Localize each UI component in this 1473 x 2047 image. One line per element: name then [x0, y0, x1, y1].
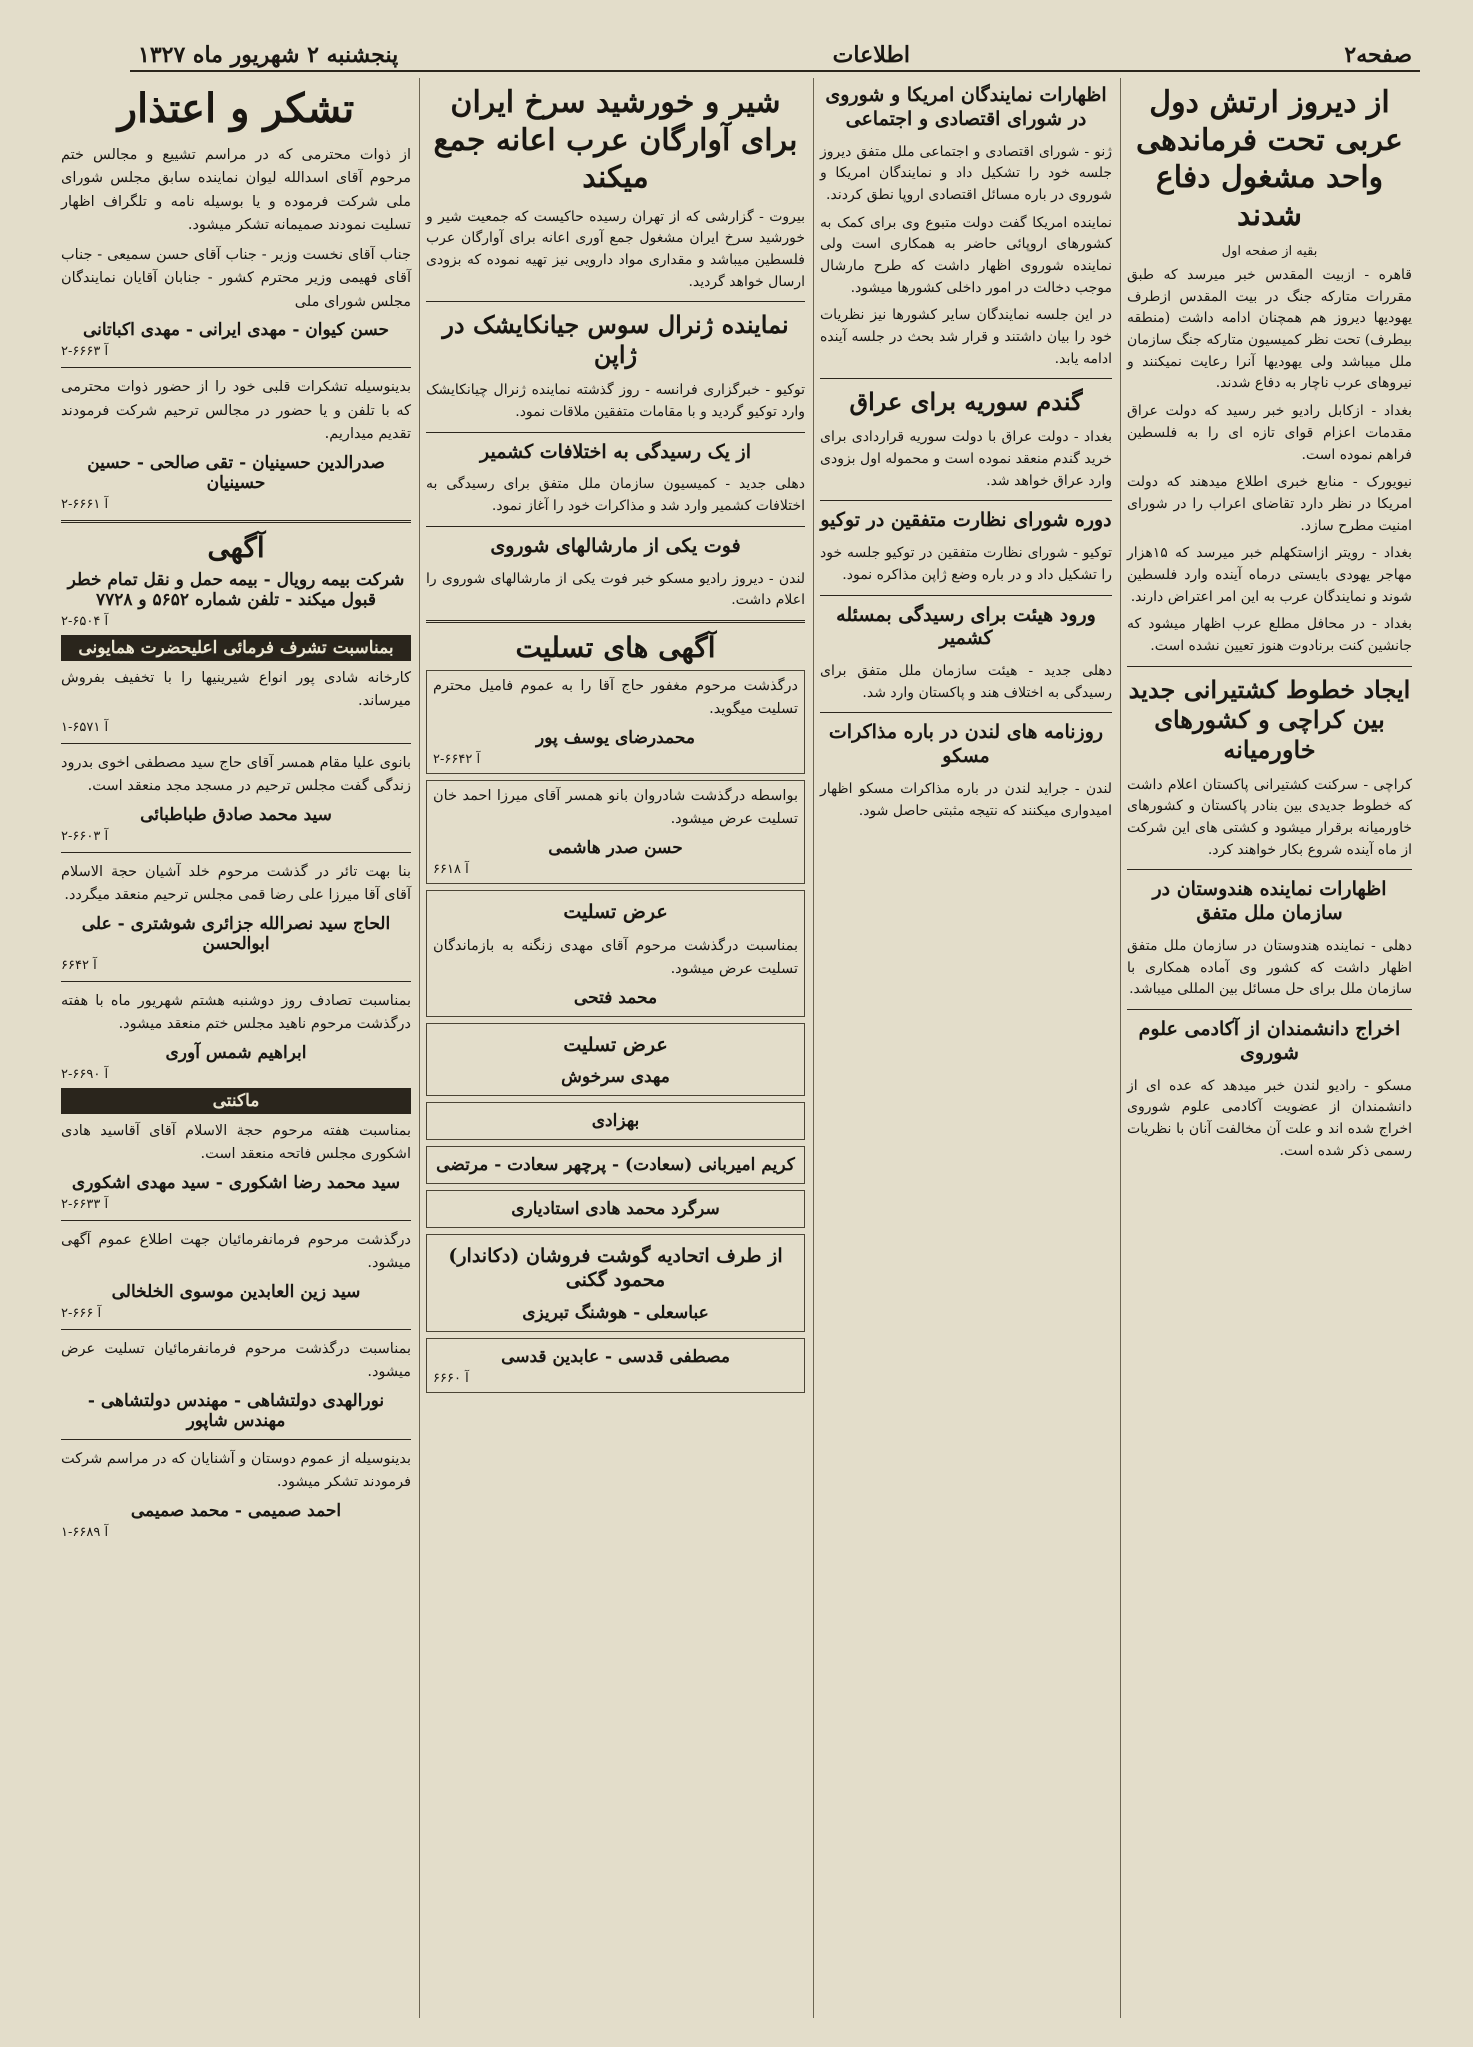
ad-text: درگذشت مرحوم فرمانفرمائیان جهت اطلاع عموم آگهی میشود. [61, 1231, 411, 1272]
ad-signature: سرگرد محمد هادی استادیاری [511, 1199, 720, 1220]
ad-code: ۲-۶۶۶۱ آ [61, 496, 109, 512]
headline-thanks: تشکر و اعتذار [117, 85, 355, 132]
ad-code: ۲-۶۶۶۳ آ [61, 344, 109, 360]
article-text: دهلی - نماینده هندوستان در سازمان ملل متفق اظهار داشت که کشور وی آماده همکاری با سازمان ملل برای حل مسائل بین المللی میباشد. [1127, 937, 1412, 998]
headline-red-lion: شیر و خورشید سرخ ایران برای آوارگان عرب اعانه جمع میکند [433, 85, 798, 195]
headline-kashmir-mission: ورود هیئت برای رسیدگی بمسئله کشمیر [836, 603, 1096, 650]
headline-tokyo: دوره شورای نظارت متفقین در توکیو [820, 509, 1112, 532]
ad-signature: نورالهدی دولتشاهی - مهندس دولتشاهی - مهندس شاپور [87, 1390, 385, 1431]
condolence-ad [426, 670, 805, 774]
ad-code: ۲-۶۶۶ آ [61, 1305, 102, 1321]
ad-code: ۱-۶۶۸۹ آ [61, 1524, 109, 1540]
divider [61, 852, 411, 853]
ad-text: بمناسبت هفته مرحوم حجة الاسلام آقای آقاسید هادی اشکوری مجلس فاتحه منعقد است. [61, 1122, 411, 1163]
banner-heading: بمناسبت تشرف فرمائی اعلیحضرت همایونی [61, 635, 411, 661]
ad-signature: مصطفی قدسی - عابدین قدسی [501, 1346, 730, 1367]
article-text: نیویورک - منابع خبری اطلاع میدهند که دولت امریکا در نظر دارد تقاضای اعراب را در شورای امنیت مطرح سازد. [1127, 474, 1412, 534]
divider [61, 367, 411, 368]
divider [426, 526, 805, 527]
headline-chiang-envoy: نماینده ژنرال سوس جیانکایشک در ژاپن [442, 310, 789, 370]
divider [426, 432, 805, 433]
column-left [55, 78, 417, 2018]
ad-signature: الحاج سید نصرالله جزائری شوشتری - علی ابوالحسن [81, 913, 391, 954]
ad-code: ۶۶۶۰ آ [433, 1370, 469, 1386]
headline-academy: اخراج دانشمندان از آکادمی علوم شوروی [1138, 1018, 1401, 1064]
divider [61, 981, 411, 982]
ad-title: از طرف اتحادیه گوشت فروشان (دکاندار) محمود گکنی [448, 1245, 783, 1292]
ad-signature: سید محمد رضا اشکوری - سید مهدی اشکوری [71, 1172, 401, 1193]
condolence-ads-title: آگهی های تسلیت [515, 630, 716, 664]
article-text: مسکو - رادیو لندن خبر میدهد که عده ای از دانشمندان از عضویت آکادمی علوم شوروی اخراج شده اند و علت آن مخالفت آنان با نظریات رسمی ذکر شده است. [1127, 1077, 1412, 1159]
article-text: بغداد - در محافل مطلع عرب اظهار میشود که جانشین کنت برنادوت هنوز تعیین نشده است. [1127, 616, 1412, 654]
continuation-note: بقیه از صفحه اول [1221, 244, 1318, 259]
divider [820, 500, 1112, 501]
ad-text: بمناسبت تصادف روز دوشنبه هشتم شهریور ماه با هفته درگذشت مرحوم ناهید مجلس ختم منعقد میشود. [61, 992, 411, 1033]
divider [426, 620, 805, 623]
article-text: لندن - دیروز رادیو مسکو خبر فوت یکی از مارشالهای شوروی را اعلام داشت. [426, 570, 805, 609]
banner-heading: ماکنتی [61, 1088, 411, 1114]
ad-signature: سید زین العابدین موسوی الخلخالی [111, 1281, 361, 1302]
ad-signature: صدرالدین حسینیان - تقی صالحی - حسین حسینیان [87, 452, 385, 493]
divider [1127, 666, 1412, 667]
ad-text: بمناسبت درگذشت مرحوم آقای مهدی زنگنه به بازماندگان تسلیت عرض میشود. [433, 937, 798, 978]
ad-text: بانوی علیا مقام همسر آقای حاج سید مصطفی اخوی بدرود زندگی گفت مجلس ترحیم در مسجد مجد منعقد است. [61, 754, 411, 795]
condolence-ad [426, 780, 805, 884]
article-text: بغداد - دولت عراق با دولت سوریه قراردادی برای خرید گندم منعقد نموده است و محموله اول بزودی وارد عراق خواهد شد. [820, 429, 1112, 489]
ad-text: بواسطه درگذشت شادروان بانو همسر آقای میرزا احمد خان تسلیت عرض میشود. [433, 787, 798, 828]
article-text: لندن - جراید لندن در باره مذاکرات مسکو اظهار امیدواری میکنند که نتیجه مثبتی حاصل شود. [820, 780, 1112, 819]
divider [820, 712, 1112, 713]
ad-title: عرض تسلیت [563, 1033, 668, 1056]
article-text: کراچی - سرکنت کشتیرانی پاکستان اعلام داشت که خطوط جدیدی بین بنادر پاکستان و کشورهای خاورمیانه برقرار میشود و کشتی های این شرکت از ماه آینده شروع بکار خواهند کرد. [1127, 776, 1412, 858]
article-text: بغداد - ازکابل رادیو خبر رسید که دولت عراق مقدمات اعزام قوای تازه ای را به فلسطین فراهم نموده است. [1127, 403, 1412, 463]
divider [61, 1329, 411, 1330]
ad-code: ۲-۶۶۴۲ آ [433, 751, 481, 767]
condolence-ad [426, 1102, 805, 1140]
article-text: بغداد - رویتر ازاستکهلم خبر میرسد که ۱۵هزار مهاجر یهودی بایستی درماه آینده وارد فلسطین شوند و نمایندگان عرب به این امر اعتراض دارند. [1127, 545, 1412, 605]
ad-signature: عباسعلی - هوشنگ تبریزی [522, 1302, 709, 1323]
ad-signature: کریم امیربانی (سعادت) - پرچهر سعادت - مرتضی [436, 1155, 795, 1176]
ad-title: عرض تسلیت [563, 900, 668, 923]
ad-code: ۲-۶۵۰۴ آ [61, 613, 109, 629]
divider [820, 595, 1112, 596]
ad-code: ۱-۶۵۷۱ آ [61, 719, 109, 735]
article-text: بیروت - گزارشی که از تهران رسیده حاکیست که جمعیت شیر و خورشید سرخ ایران مشغول جمع آوری اعانه برای آوارگان عرب فلسطین میباشد و مقداری مواد دارویی نیز تهیه نموده که بزودی ارسال خواهد گردید. [426, 208, 805, 290]
ad-code: ۶۶۱۸ آ [433, 861, 469, 877]
ad-code: ۶۶۴۲ آ [61, 957, 97, 973]
ad-signature: حسن صدر هاشمی [548, 837, 683, 858]
divider [820, 378, 1112, 379]
ad-code: ۲-۶۶۹۰ آ [61, 1066, 109, 1082]
condolence-ad [426, 1190, 805, 1228]
article-text: در این جلسه نمایندگان سایر کشورها نیز نظریات خود را بیان داشتند و قرار شد بحث در جلسه آینده ادامه یابد. [820, 307, 1112, 367]
column-2 [813, 78, 1118, 2018]
article-text: دهلی جدید - کمیسیون سازمان ملل متفق برای رسیدگی به اختلافات کشمیر وارد شد و مذاکرات خود را آغاز نمود. [426, 476, 805, 515]
ad-signature: سید محمد صادق طباطبائی [140, 804, 332, 825]
divider [61, 743, 411, 744]
issue-date: پنجشنبه ۲ شهریور ماه ۱۳۲۷ [138, 42, 399, 68]
divider [1127, 1009, 1412, 1010]
article-text: ژنو - شورای اقتصادی و اجتماعی ملل متفق دیروز جلسه خود را تشکیل داد و نمایندگان امریکا و شوروی در باره مسائل اقتصادی اروپا نطق کردند. [820, 143, 1112, 203]
headline-london-press: روزنامه های لندن در باره مذاکرات مسکو [828, 721, 1104, 768]
headline-india: اظهارات نماینده هندوستان در سازمان ملل متفق [1152, 878, 1387, 925]
ad-text: کارخانه شادی پور انواع شیرینیها را با تخفیف بفروش میرساند. [61, 669, 411, 710]
article-text: نماینده امریکا گفت دولت متبوع وی برای کمک به کشورهای اروپائی حاضر به همکاری است ولی نماینده شوروی اظهار داشت که طرح مارشال موجب دخالت در امور داخلی کشورها میشود. [820, 214, 1112, 296]
divider [61, 1439, 411, 1440]
headline-arab-armies: از دیروز ارتش دول عربی تحت فرماندهی واحد مشغول دفاع شدند [1136, 85, 1403, 233]
divider [61, 1220, 411, 1221]
insurance-ad: شرکت بیمه رویال - بیمه حمل و نقل تمام خطر قبول میکند - تلفن شماره ۵۶۵۲ و ۷۷۲۸ [67, 569, 405, 610]
condolence-ad [426, 1146, 805, 1184]
article-text: توکیو - خبرگزاری فرانسه - روز گذشته نماینده ژنرال چیانکایشک وارد توکیو گردید و با مقامات متفقین ملاقات نمود. [426, 382, 805, 420]
ad-signature: احمد صمیمی - محمد صمیمی [130, 1500, 342, 1521]
paper-name: اطلاعات [832, 42, 910, 68]
column-3 [419, 78, 811, 2018]
masthead [130, 40, 1420, 72]
headline-kashmir: از یک رسیدگی به اختلافات کشمیر [479, 440, 752, 463]
ad-signature: مهدی سرخوش [561, 1067, 670, 1088]
headline-shipping: ایجاد خطوط کشتیرانی جدید بین کراچی و کشورهای خاورمیانه [1128, 674, 1411, 764]
ad-signature: محمد فتحی [573, 987, 658, 1008]
page-number: صفحه۲ [1344, 42, 1412, 68]
ad-text: بنا بهت تائر در گذشت مرحوم خلد آشیان حجة الاسلام آقای آقا میرزا علی رضا قمی مجلس ترحیم منعقد میگردد. [61, 863, 411, 904]
condolence-ad [426, 1338, 805, 1393]
divider [61, 520, 411, 523]
ad-text: درگذشت مرحوم مغفور حاج آقا را به عموم فامیل محترم تسلیت میگوید. [433, 677, 798, 718]
ad-signature: محمدرضای یوسف پور [536, 727, 695, 748]
ad-text: بمناسبت درگذشت مرحوم فرمانفرمائیان تسلیت عرض میشود. [61, 1340, 411, 1381]
condolence-ad [426, 1234, 805, 1332]
ad-text: جناب آقای نخست وزیر - جناب آقای حسن سمیعی - جناب آقای فهیمی وزیر محترم کشور - جنابان آقایان نمایندگان مجلس شورای ملی [61, 246, 411, 310]
article-text: دهلی جدید - هیئت سازمان ملل متفق برای رسیدگی به اختلاف هند و پاکستان وارد شد. [820, 663, 1112, 701]
ad-signature: حسن کیوان - مهدی ایرانی - مهدی اکباتانی [82, 320, 390, 341]
divider [1127, 869, 1412, 870]
ad-text: از ذوات محترمی که در مراسم تشییع و مجالس ختم مرحوم آقای اسدالله لیوان نماینده سابق مجلس شورای ملی شرکت فرموده و یا بوسیله نامه و تلگراف اظهار تسلیت نمودند صمیمانه تشکر میشود. [61, 147, 411, 234]
ad-signature: بهزادی [591, 1111, 640, 1132]
ad-text: بدینوسیله از عموم دوستان و آشنایان که در مراسم شرکت فرمودند تشکر میشود. [61, 1450, 411, 1491]
ad-code: ۲-۶۶۳۳ آ [61, 1196, 109, 1212]
column-right [1120, 78, 1418, 2018]
ad-text: بدینوسیله تشکرات قلبی خود را از حضور ذوات محترمی که با تلفن و یا حضور در مجالس ترحیم شرکت فرمودند تقدیم میداریم. [61, 379, 411, 443]
headline-ecosoc: اظهارات نمایندگان امریکا و شوروی در شورای اقتصادی و اجتماعی [825, 84, 1107, 130]
ad-signature: ابراهیم شمس آوری [165, 1042, 307, 1063]
condolence-ad [426, 890, 805, 1017]
condolence-ad [426, 1023, 805, 1097]
headline-marshal: فوت یکی از مارشالهای شوروی [490, 534, 741, 557]
article-text: قاهره - ازبیت المقدس خبر میرسد که طبق مقررات متارکه جنگ در بیت المقدس ازطرف یهودیها دیروز هم همچنان ادامه داشت (منطقه بیطرف) تحت نظر کمیسیون متارکه جنگ سازمان ملل میباشد ولی یهودیها آنرا رعایت نمیکنند و نیروهای عرب ناچار به دفاع شدند. [1127, 267, 1412, 392]
ad-code: ۲-۶۶۰۳ آ [61, 828, 109, 844]
divider [426, 301, 805, 302]
article-text: توکیو - شورای نظارت متفقین در توکیو جلسه خود را تشکیل داد و در باره وضع ژاپن مذاکره نمود. [820, 545, 1112, 583]
notice-title: آگهی [207, 530, 265, 564]
headline-syria-wheat: گندم سوریه برای عراق [849, 387, 1083, 417]
